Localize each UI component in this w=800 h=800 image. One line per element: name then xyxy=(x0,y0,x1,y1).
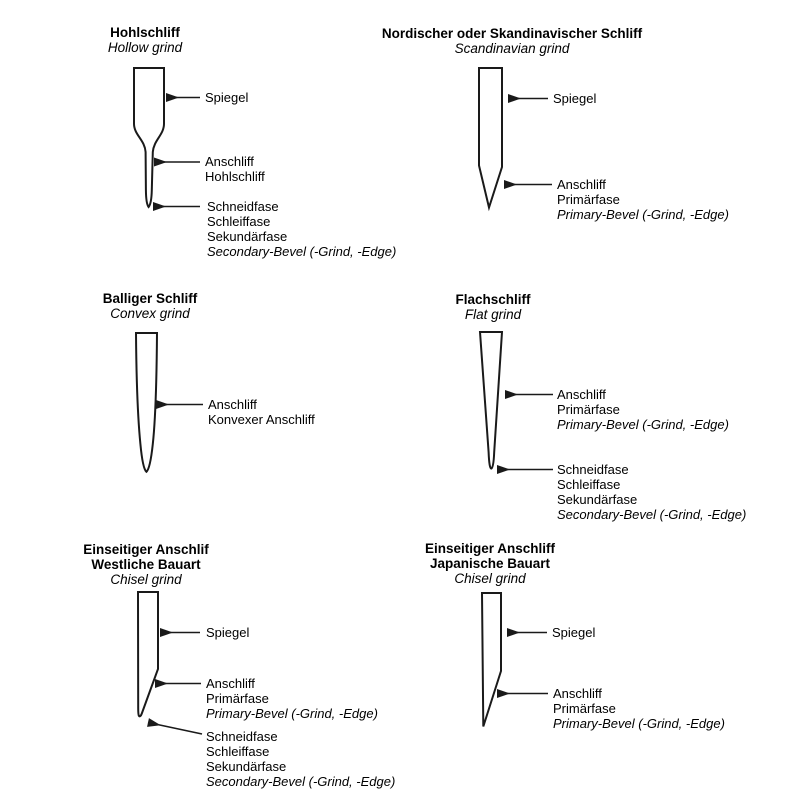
title-de: Nordischer oder Skandinavischer Schliff xyxy=(381,26,643,41)
panel-title-flat-grind xyxy=(383,292,603,322)
callout-spiegel: Spiegel xyxy=(206,625,250,640)
title-de: Balliger Schliff xyxy=(102,291,198,306)
chisel-grind-japanese-blade xyxy=(482,593,501,727)
callout-schneidfase: Schneidfase Schleiffase Sekundärfase Secondary-Bevel (-Grind, -Edge) xyxy=(557,462,747,522)
title-en: Chisel grind xyxy=(110,572,182,587)
panel-title-scandinavian-grind xyxy=(362,26,662,56)
title-de-line2: Westliche Bauart xyxy=(91,557,201,572)
panel-title-hollow-grind xyxy=(35,25,255,55)
title-de-line2: Japanische Bauart xyxy=(429,556,551,571)
panel-title-chisel-grind-western xyxy=(36,542,256,587)
hollow-grind-blade xyxy=(134,68,164,207)
callout-anschliff: Anschliff Konvexer Anschliff xyxy=(208,397,315,427)
title-en: Flat grind xyxy=(464,307,522,322)
title-en: Convex grind xyxy=(110,306,190,321)
title-en: Scandinavian grind xyxy=(454,41,570,56)
callout-anschliff: Anschliff Primärfase Primary-Bevel (-Grind, -Edge) xyxy=(557,387,729,432)
title-de-line1: Einseitiger Anschlif xyxy=(83,542,209,557)
callout-spiegel: Spiegel xyxy=(205,90,249,105)
scandinavian-grind-blade xyxy=(479,68,502,208)
title-en: Hollow grind xyxy=(107,40,183,55)
title-en: Chisel grind xyxy=(454,571,526,586)
panel-title-convex-grind xyxy=(40,291,260,321)
title-de-line1: Einseitiger Anschliff xyxy=(424,541,556,556)
panel-title-chisel-grind-japanese xyxy=(380,541,600,586)
callout-anschliff: Anschliff Primärfase Primary-Bevel (-Grind, -Edge) xyxy=(206,676,378,721)
callout-spiegel: Spiegel xyxy=(552,625,596,640)
chisel-west-schneidfase-arrow xyxy=(148,723,202,735)
convex-grind-blade xyxy=(136,333,157,472)
callout-anschliff: Anschliff Hohlschliff xyxy=(205,154,265,184)
title-de: Hohlschliff xyxy=(110,25,180,40)
callout-schneidfase: Schneidfase Schleiffase Sekundärfase Secondary-Bevel (-Grind, -Edge) xyxy=(206,729,396,789)
title-de: Flachschliff xyxy=(455,292,531,307)
chisel-grind-western-blade xyxy=(138,592,158,716)
callout-anschliff: Anschliff Primärfase Primary-Bevel (-Grind, -Edge) xyxy=(557,177,729,222)
callout-schneidfase: Schneidfase Schleiffase Sekundärfase Secondary-Bevel (-Grind, -Edge) xyxy=(207,199,397,259)
callout-spiegel: Spiegel xyxy=(553,91,597,106)
callout-anschliff: Anschliff Primärfase Primary-Bevel (-Grind, -Edge) xyxy=(553,686,725,731)
flat-grind-blade xyxy=(480,332,502,469)
